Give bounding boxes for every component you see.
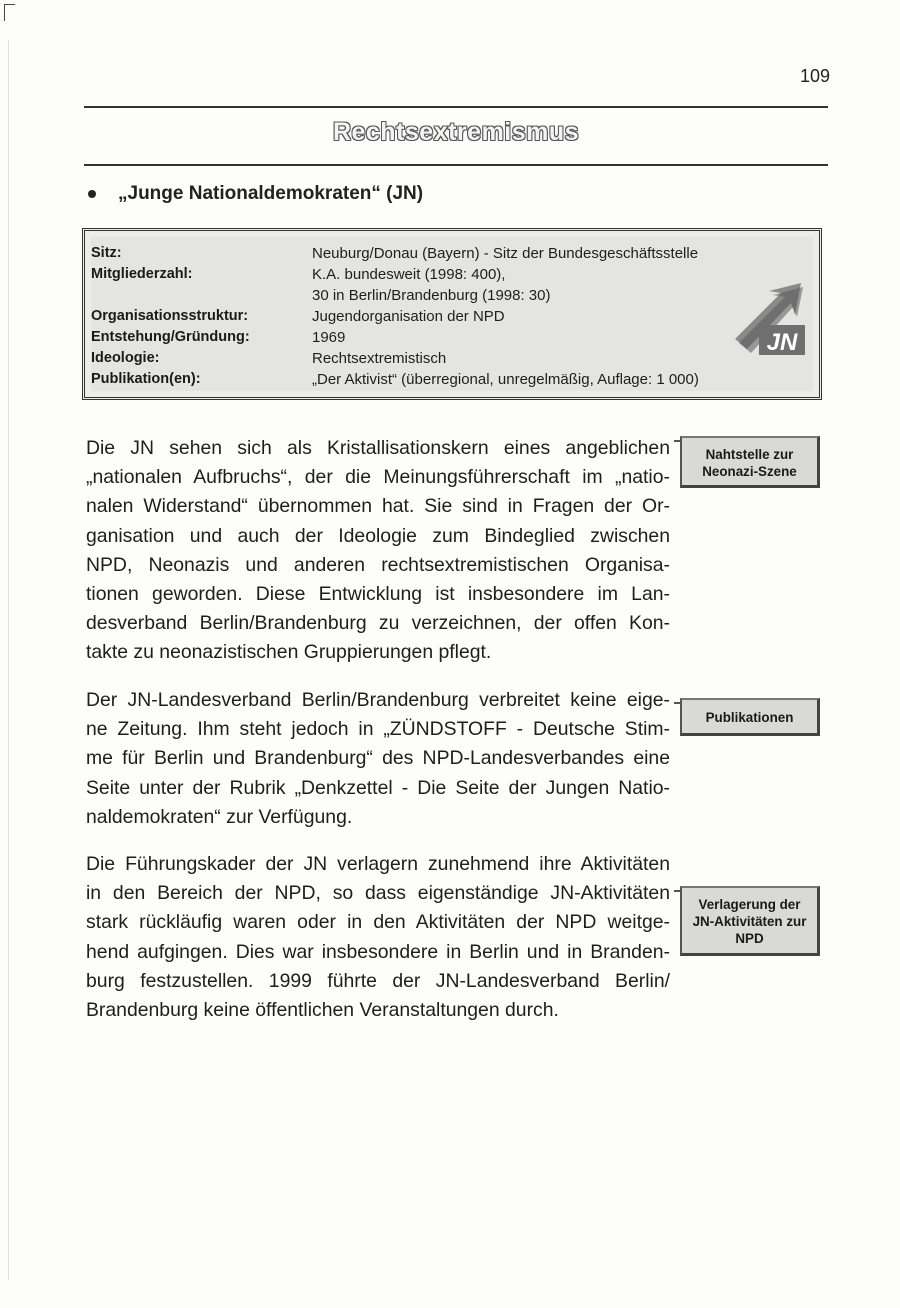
info-value: 30 in Berlin/Brandenburg (1998: 30) [312, 287, 551, 304]
paragraph-1 [86, 434, 670, 668]
text-line: takte zu neonazistischen Gruppierungen pflegt. [86, 641, 492, 664]
bullet-icon [88, 190, 96, 198]
jn-logo-icon [729, 281, 807, 361]
info-value: „Der Aktivist“ (überregional, unregelmäßig, Auflage: 1 000) [312, 371, 699, 388]
text-line: desverband Berlin/Brandenburg zu verzeichnen, der offen Kon- [86, 612, 670, 635]
text-line: Der JN-Landesverband Berlin/Brandenburg verbreitet keine eige- [86, 689, 670, 711]
margin-note-line: Verlagerung der [698, 897, 801, 912]
margin-note-line: JN-Aktivitäten zur [692, 914, 807, 929]
text-line: „nationalen Aufbruchs“, der die Meinungsführerschaft im „natio- [86, 466, 670, 489]
text-line: NPD, Neonazis und anderen rechtsextremistischen Organisa- [86, 553, 670, 576]
info-value: Rechtsextremistisch [312, 350, 447, 367]
page-number: 109 [799, 66, 830, 86]
organization-title: „Junge Nationaldemokraten“ (JN) [118, 183, 424, 204]
margin-note-line: Publikationen [705, 710, 794, 725]
text-line: Die Führungskader der JN verlagern zunehmend ihre Aktivitäten [86, 853, 670, 875]
text-line: ne Zeitung. Ihm steht jedoch in „ZÜNDSTOFF - Deutsche Stim- [86, 718, 670, 741]
organization-heading [88, 183, 423, 205]
margin-note [680, 436, 820, 488]
paragraph-3 [86, 850, 670, 1025]
info-row [91, 371, 811, 392]
info-label: Sitz: [91, 245, 122, 261]
margin-note [680, 698, 820, 736]
margin-note-line: Neonazi-Szene [702, 464, 797, 479]
info-label: Organisationsstruktur: [91, 308, 249, 324]
text-line: Die JN sehen sich als Kristallisationskern eines angeblichen [86, 437, 670, 459]
scan-edge-line [8, 40, 9, 1280]
text-line: naldemokraten“ zur Verfügung. [86, 805, 353, 828]
header-rule-bottom [84, 164, 828, 166]
margin-note-line: Nahtstelle zur [705, 447, 794, 462]
text-line: hend aufgingen. Dies war insbesondere in Berlin und in Branden- [86, 940, 670, 963]
scan-corner-mark [4, 4, 15, 21]
info-table [91, 245, 811, 392]
info-value: 1969 [312, 329, 346, 346]
text-line: nalen Widerstand“ übernommen hat. Sie sind in Fragen der Or- [86, 495, 670, 518]
info-row [91, 308, 811, 329]
info-label: Ideologie: [91, 350, 160, 366]
text-line: ganisation und auch der Ideologie zum Bindeglied zwischen [86, 524, 670, 547]
info-row [91, 350, 811, 371]
info-value: K.A. bundesweit (1998: 400), [312, 266, 506, 283]
margin-note-line: NPD [735, 931, 764, 946]
text-line: stark rückläufig waren oder in den Aktivitäten der NPD weitge- [86, 911, 670, 934]
info-label: Mitgliederzahl: [91, 266, 193, 282]
text-line: tionen geworden. Diese Entwicklung ist insbesondere im Lan- [86, 583, 670, 606]
text-line: me für Berlin und Brandenburg“ des NPD-Landesverbandes eine [86, 747, 670, 770]
info-label: Publikation(en): [91, 371, 201, 387]
text-line: Seite unter der Rubrik „Denkzettel - Die Seite der Jungen Natio- [86, 776, 670, 799]
paragraph-2 [86, 686, 670, 832]
info-row [91, 329, 811, 350]
logo-text: JN [766, 329, 798, 356]
header-rule-top [84, 106, 828, 108]
margin-note [680, 886, 820, 956]
text-line: burg festzustellen. 1999 führte der JN-Landesverband Berlin/ [86, 969, 670, 992]
info-value: Jugendorganisation der NPD [312, 308, 505, 325]
info-label: Entstehung/Gründung: [91, 329, 250, 345]
text-line: Brandenburg keine öffentlichen Veranstaltungen durch. [86, 999, 559, 1022]
section-heading: Rechtsextremismus [332, 118, 580, 146]
info-value: Neuburg/Donau (Bayern) - Sitz der Bundesgeschäftsstelle [312, 245, 699, 262]
text-line: in den Bereich der NPD, so dass eigenständige JN-Aktivitäten [86, 882, 670, 905]
organization-info-box [82, 228, 822, 400]
info-row [91, 245, 811, 266]
info-row [91, 287, 811, 308]
info-row [91, 266, 811, 287]
